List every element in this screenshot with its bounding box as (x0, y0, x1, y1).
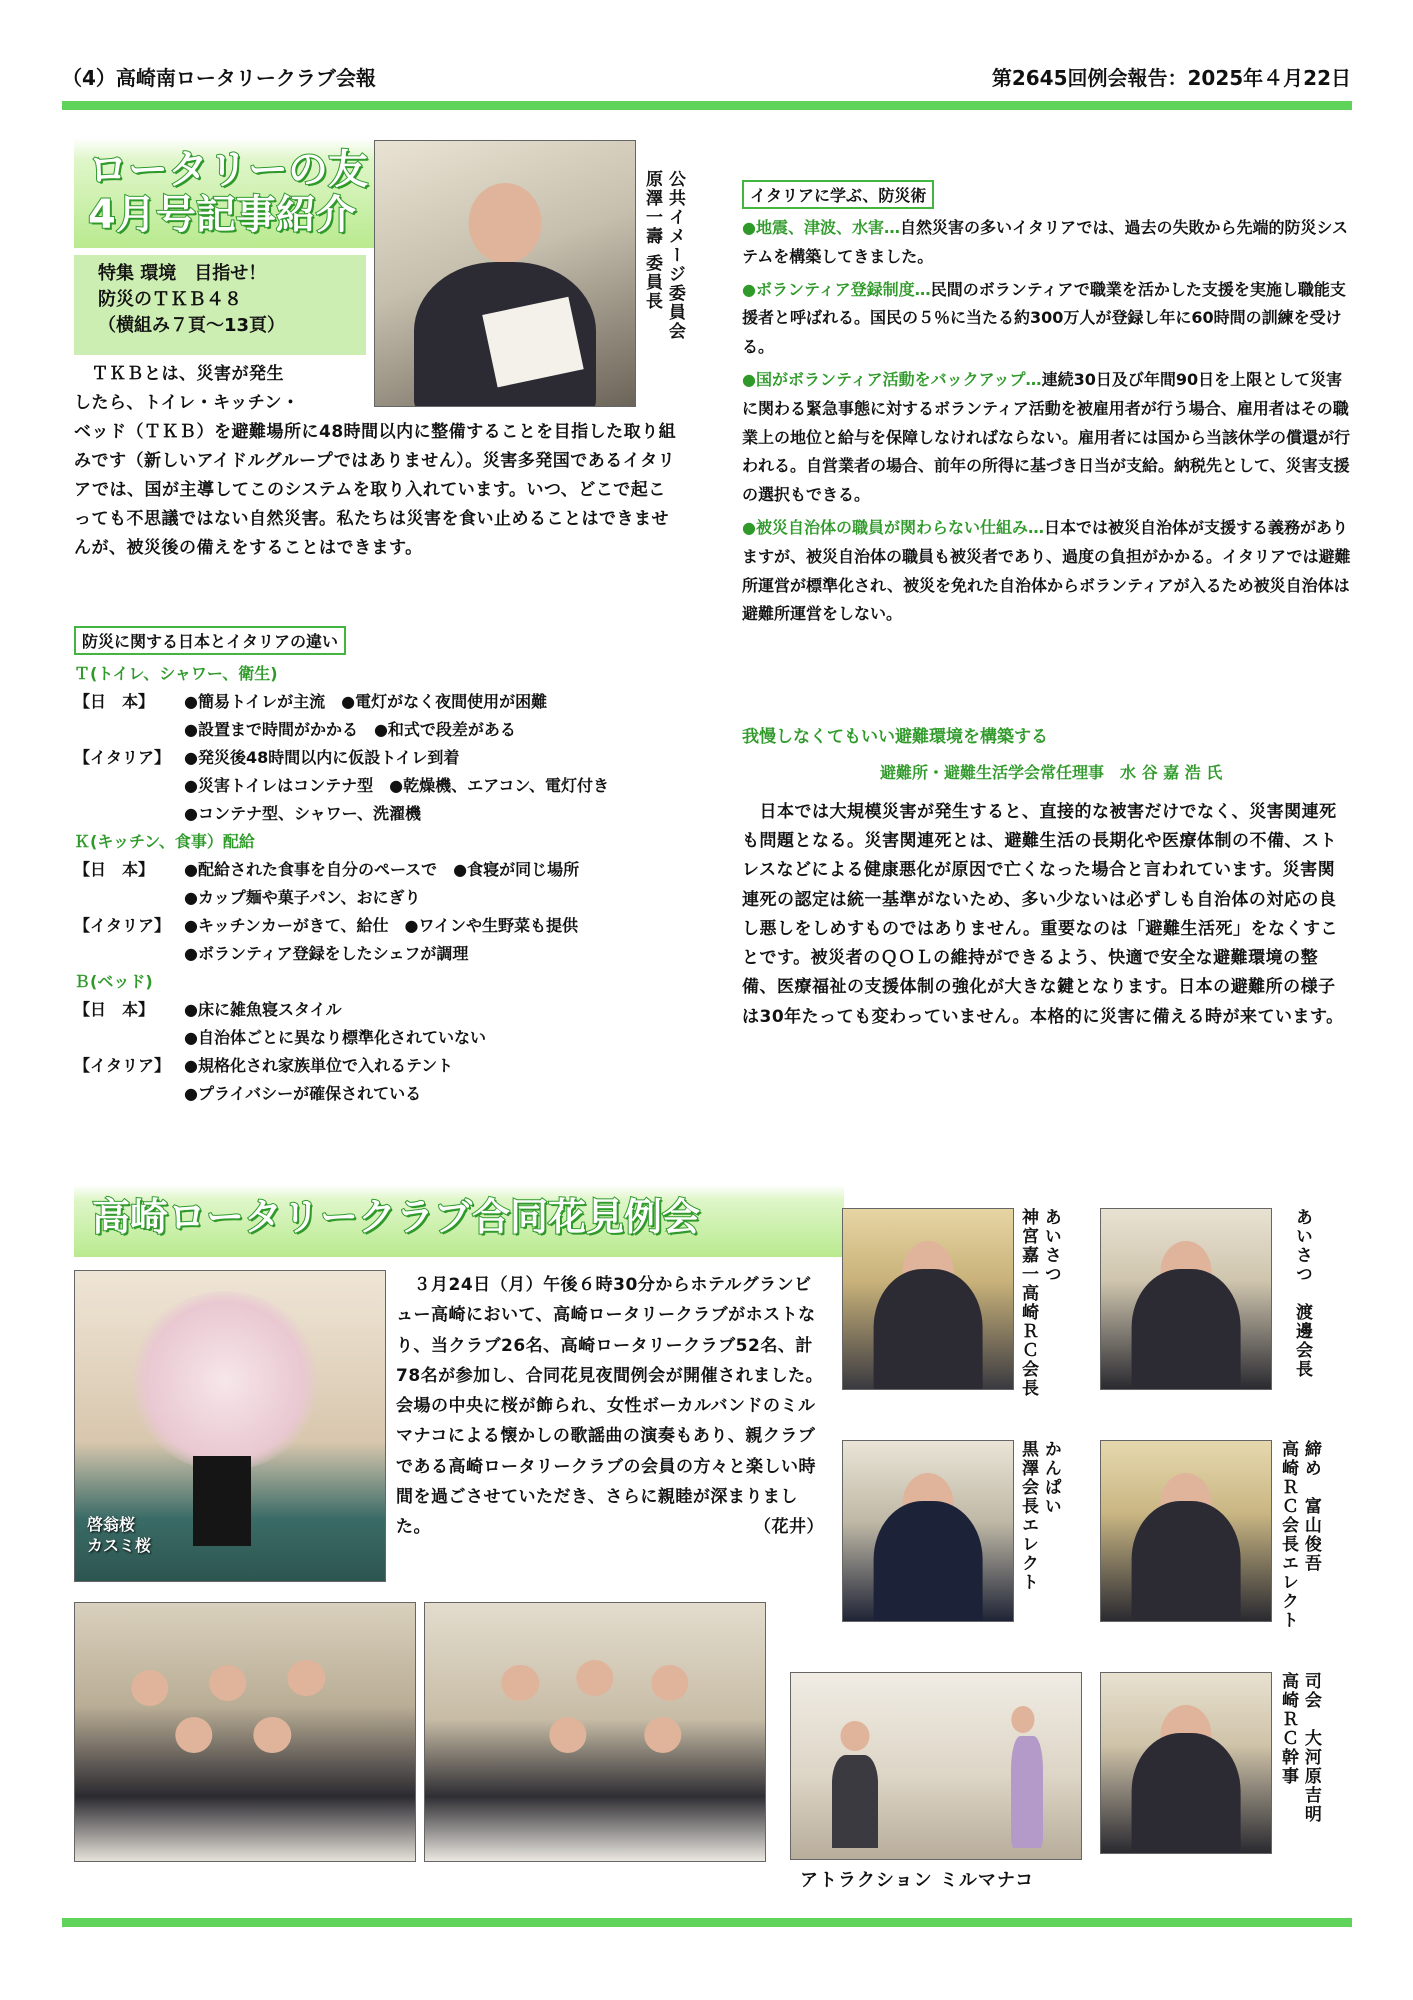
blossom-icon (130, 1291, 320, 1471)
bullet-text: 民間のボランティアで職業を活かした支援を実施し職能支援者と呼ばれる。国民の５％に当たる約300万人が登録し年に60時間の訓練を受ける。 (742, 279, 1346, 357)
attraction-photo (790, 1672, 1082, 1860)
bullet-text: 日本では被災自治体が支援する義務がありますが、被災自治体の職員も被災者であり、過度の負担がかかる。イタリアでは避難所運営が標準化され、被災を免れた自治体からボランティアが入るため被災自治体は避難所運営をしない。 (742, 517, 1351, 624)
section-title-k: Ｋ(キッチン、食事）配給 (74, 832, 255, 851)
person-body (1132, 1733, 1241, 1854)
meeting-report-date: 第2645回例会報告：2025年４月22日 (991, 66, 1351, 90)
italy-bullet (742, 514, 1352, 629)
blossom-caption (87, 1515, 151, 1557)
italy-subheading: 我慢しなくてもいい避難環境を構築する (742, 727, 1048, 747)
section-title-b: Ｂ(ベッド) (74, 972, 153, 991)
article2-author: （花井） (754, 1517, 824, 1537)
caption-line: 神宮嘉一高崎ＲＣ会長 (1017, 1208, 1038, 1398)
member-head (287, 1660, 324, 1696)
row-item: ●カップ麺や菓子パン、おにぎり (184, 888, 421, 907)
diff-heading: 防災に関する日本とイタリアの違い (74, 626, 346, 655)
person-body (874, 1501, 983, 1622)
performer-body (1011, 1736, 1043, 1848)
vase-icon (193, 1456, 251, 1546)
presenter-committee: 公共イメージ委員会 (664, 170, 685, 341)
caption-line: 啓翁桜 (87, 1515, 136, 1534)
caption-kurosawa (1016, 1440, 1062, 1670)
speaker-photo (374, 140, 636, 407)
row-item: ●災害トイレはコンテナ型 ●乾燥機、エアコン、電灯付き (184, 776, 610, 795)
member-head (209, 1665, 246, 1701)
italy-heading: イタリアに学ぶ、防災術 (742, 180, 934, 209)
intro-line: したら、トイレ・キッチン・ (74, 392, 300, 413)
bullet-key: ●国がボランティア活動をバックアップ… (742, 369, 1042, 389)
member-head (651, 1665, 688, 1701)
italy-bullet (742, 366, 1352, 510)
member-head (175, 1717, 212, 1753)
bullet-text: 連続30日及び年間90日を上限として災害に関わる緊急事態に対するボランティア活動を被雇用者が行う場合、雇用者はその職業上の地位と給与を保障しなければならない。雇用者には国から当該休学の償還が行われる。自営業者の場合、前年の所得に基づき日当が支給。納税先として、災害支援の選択もできる。 (742, 369, 1351, 505)
portrait-tomiyama (1100, 1440, 1272, 1622)
member-head (549, 1717, 586, 1753)
caption-tomiyama (1276, 1440, 1322, 1670)
banner-line-1: ロータリーの友 (88, 147, 368, 193)
row-item: ●プライバシーが確保されている (184, 1084, 422, 1103)
row-item: ●配給された食事を自分のペースで ●食寝が同じ場所 (184, 860, 580, 879)
group-photo-2 (424, 1602, 766, 1862)
row-item: ●自治体ごとに異なり標準化されていない (184, 1028, 486, 1047)
article2-text: ３月24日（月）午後６時30分からホテルグランビュー高崎において、高崎ロータリークラブがホストなり、当クラブ26名、高崎ロータリークラブ52名、計78名が参加し、合同花見夜間例会が開催されました。会場の中央に桜が飾られ、女性ボーカルバンドのミルマナコによる懐かしの歌謡曲の演奏もあり、親クラブである高崎ロータリークラブの会員の方々と楽しい時間を過ごさせていただき、さらに親睦が深まりました。 (396, 1275, 824, 1537)
caption-watanabe: あいさつ 渡邊会長 (1291, 1208, 1312, 1379)
caption-line: 黒澤会長エレクト (1017, 1440, 1038, 1592)
diff-list (74, 660, 684, 1108)
italy-heading-wrap (742, 180, 934, 209)
row-item: ●床に雑魚寝スタイル (184, 1000, 342, 1019)
row-label: 【日 本】 (74, 692, 155, 711)
section-title-t: Ｔ(トイレ、シャワー、衛生) (74, 664, 278, 683)
caption-line: カスミ桜 (87, 1535, 152, 1555)
top-divider (62, 101, 1352, 110)
bottom-divider (62, 1918, 1352, 1927)
newsletter-title: （4）高崎南ロータリークラブ会報 (62, 66, 376, 90)
row-item: ●キッチンカーがきて、給仕 ●ワインや生野菜も提供 (184, 916, 579, 935)
row-label: 【イタリア】 (74, 748, 171, 767)
caption-attraction: アトラクション ミルマナコ (800, 1870, 1035, 1891)
row-label: 【イタリア】 (74, 916, 171, 935)
caption-line: 締め 富山俊吾 (1300, 1440, 1321, 1573)
italy-speaker: 避難所・避難生活学会常任理事 水 谷 嘉 浩 氏 (880, 763, 1223, 782)
row-label: 【日 本】 (74, 860, 155, 879)
group-photo-1 (74, 1602, 416, 1862)
performer-body (832, 1755, 878, 1848)
feature-line: （横組み７頁〜13頁） (98, 315, 286, 337)
bullet-key: ●地震、津波、水害… (742, 218, 900, 237)
italy-paragraph: 日本では大規模災害が発生すると、直接的な被害だけでなく、災害関連死も問題となる。災害関連死とは、避難生活の長期化や医療体制の不備、ストレスなどによる健康悪化が原因で亡くなった場合と言われています。災害関連死の認定は統一基準がないため、多い少ないは必ずしも自治体の対応の良し悪しをしめすものではありません。重要なのは「避難生活死」をなくすことです。被災者のＱＯＬの維持ができるよう、快適で安全な避難環境の整備、医療福祉の支援体制の強化が大きな鍵となります。日本の避難所の様子は30年たっても変わっていません。本格的に災害に備える時が来ています。 (742, 802, 1344, 1027)
performer-head (1011, 1706, 1034, 1732)
row-label: 【イタリア】 (74, 1056, 171, 1075)
row-item: ●簡易トイレが主流 ●電灯がなく夜間使用が困難 (184, 692, 548, 711)
bullet-text: 自然災害の多いイタリアでは、過去の失敗から先端的防災システムを構築してきました。 (742, 218, 1348, 266)
caption-line: 司会 大河原吉明 (1300, 1672, 1321, 1824)
caption-kamimiya (1016, 1208, 1062, 1408)
article2-paragraph (396, 1270, 824, 1542)
caption-line: あいさつ (1040, 1208, 1061, 1284)
person-body (874, 1269, 983, 1390)
feature-box (74, 255, 366, 355)
italy-bullets (742, 214, 1352, 629)
row-item: ●設置まで時間がかかる ●和式で段差がある (184, 720, 516, 739)
italy-bullet (742, 276, 1352, 362)
performer-head (840, 1721, 869, 1751)
intro-first-lines (74, 360, 374, 418)
member-head (576, 1660, 613, 1696)
member-head (131, 1670, 168, 1706)
intro-paragraph: ベッド（ＴＫＢ）を避難場所に48時間以内に整備することを目指した取り組みです（新しいアイドルグループではありません）。災害多発国であるイタリアでは、国が主導してこのシステムを取り入れています。いつ、どこで起こっても不思議ではない自然災害。私たちは災害を食い止めることはできませんが、被災後の備えをすることはできます。 (74, 422, 677, 558)
caption-line: かんぱい (1040, 1440, 1061, 1516)
caption-line: 高崎ＲＣ幹事 (1277, 1672, 1298, 1786)
member-head (253, 1717, 290, 1753)
row-item: ●規格化され家族単位で入れるテント (184, 1056, 454, 1075)
presenter-name: 原澤一壽 委員長 (641, 170, 662, 311)
row-item: ●ボランティア登録をしたシェフが調理 (184, 944, 469, 963)
portrait-watanabe (1100, 1208, 1272, 1390)
portrait-okawara (1100, 1672, 1272, 1854)
member-head (644, 1717, 681, 1753)
bullet-key: ●ボランティア登録制度… (742, 279, 931, 299)
row-item: ●発災後48時間以内に仮設トイレ到着 (184, 748, 460, 767)
banner-line-2: 4月号記事紹介 (88, 191, 356, 238)
caption-okawara (1276, 1672, 1322, 1902)
feature-line: 特集 環境 目指せ！ (98, 263, 267, 284)
caption-line: 高崎ＲＣ会長エレクト (1277, 1440, 1298, 1630)
feature-line: 防災のＴＫＢ４８ (98, 289, 242, 311)
portrait-kurosawa (842, 1440, 1014, 1622)
row-item: ●コンテナ型、シャワー、洗濯機 (184, 804, 422, 823)
article1-banner-title (88, 148, 368, 238)
bullet-key: ●被災自治体の職員が関わらない仕組み… (742, 517, 1044, 537)
member-head (501, 1665, 538, 1701)
intro-line: ＴＫＢとは、災害が発生 (74, 364, 284, 384)
diff-heading-wrap (74, 626, 346, 655)
person-body (1132, 1269, 1241, 1390)
row-label: 【日 本】 (74, 1000, 155, 1019)
portrait-kamimiya (842, 1208, 1014, 1390)
cherry-blossom-photo (74, 1270, 386, 1582)
presenter-credit (640, 170, 686, 410)
article2-banner-title: 高崎ロータリークラブ合同花見例会 (92, 1195, 701, 1239)
person-body (1132, 1501, 1241, 1622)
speaker-head (469, 183, 542, 263)
italy-bullet (742, 214, 1352, 272)
